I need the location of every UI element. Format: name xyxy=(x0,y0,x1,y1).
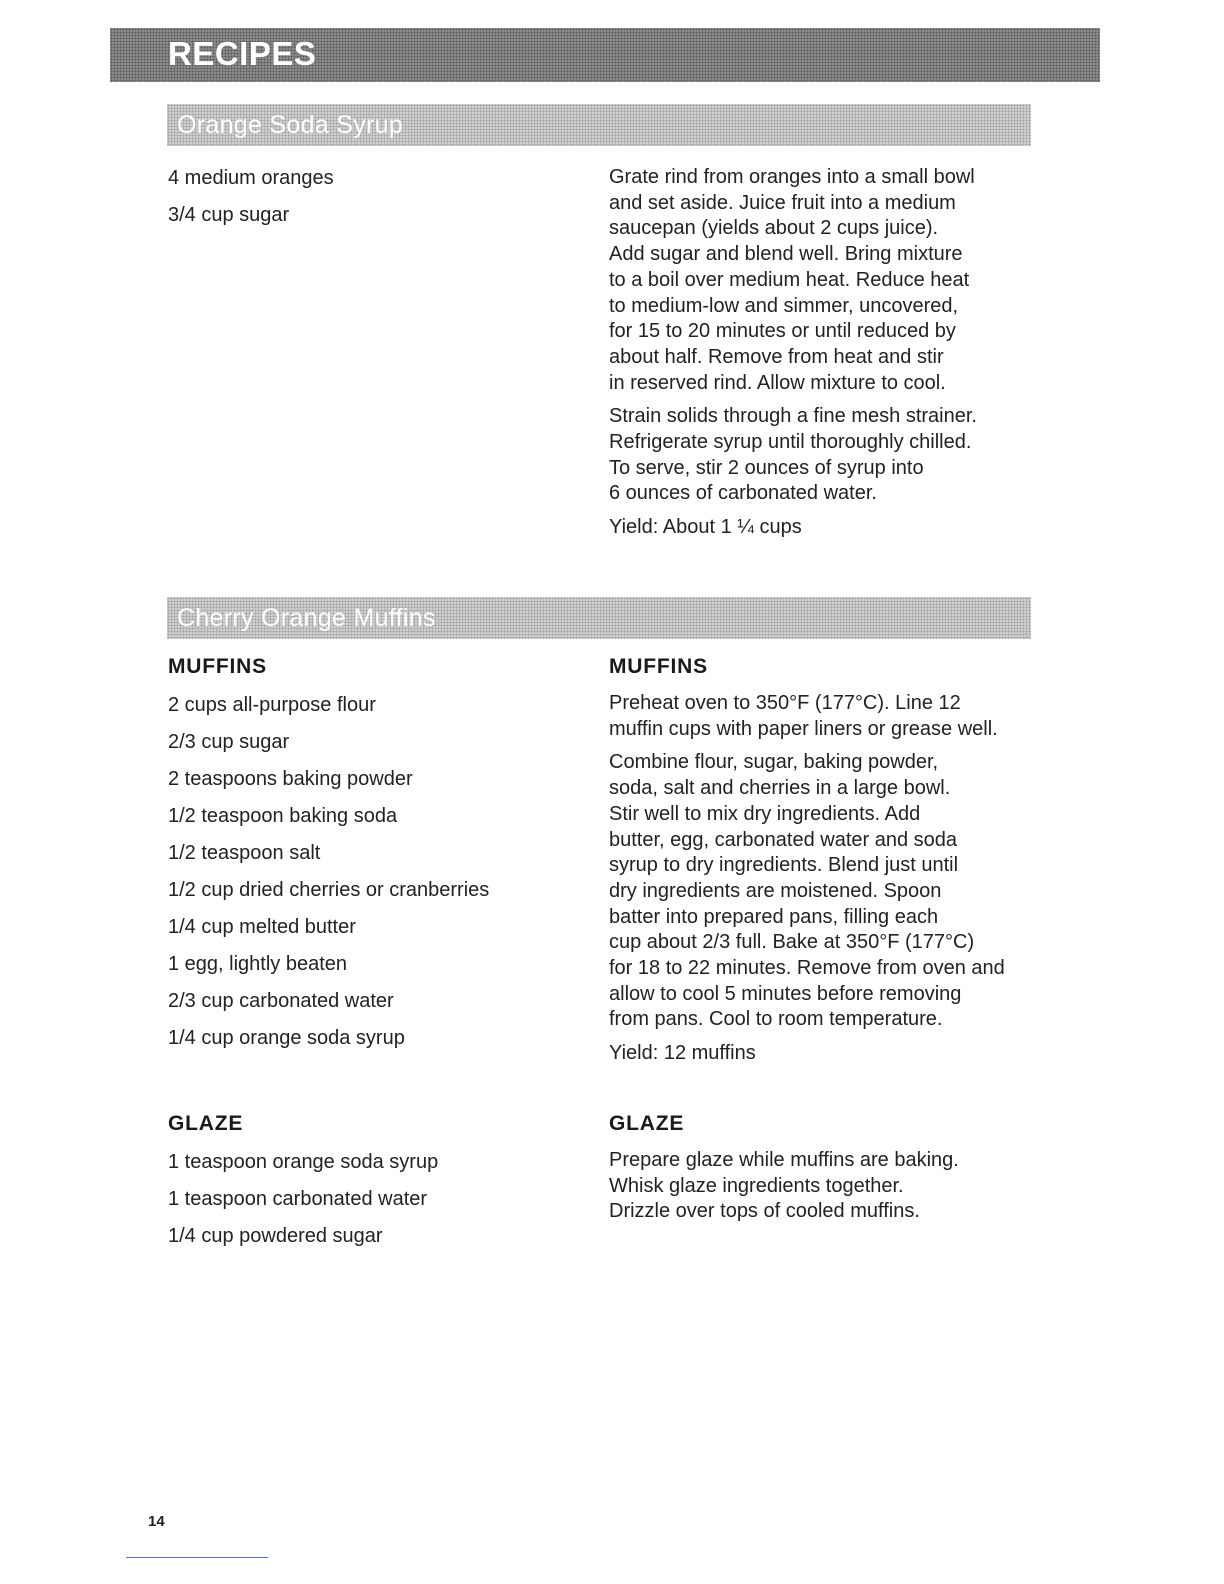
recipe-title-bar-cherry-orange-muffins xyxy=(167,597,1031,639)
recipe-title-bar-orange-soda-syrup xyxy=(167,104,1031,146)
page-title: RECIPES xyxy=(168,35,317,72)
ingredient-item: 2 cups all-purpose flour xyxy=(168,694,376,716)
ingredient-item: 1 teaspoon carbonated water xyxy=(168,1188,428,1210)
muffins-directions-heading: MUFFINS xyxy=(609,655,708,678)
ingredient-item: 1/2 teaspoon salt xyxy=(168,842,321,864)
ingredient-item: 2/3 cup sugar xyxy=(168,731,290,753)
yield-text: Yield: 12 muffins xyxy=(609,1042,756,1065)
page-number: 14 xyxy=(148,1513,165,1530)
ingredient-item: 4 medium oranges xyxy=(168,167,334,189)
yield-text: Yield: About 1 ¼ cups xyxy=(609,516,802,539)
ingredient-item: 1/2 cup dried cherries or cranberries xyxy=(168,879,490,901)
ingredient-item: 1/4 cup powdered sugar xyxy=(168,1225,383,1247)
muffin-ingredients xyxy=(168,655,568,1063)
direction-paragraph: Grate rind from oranges into a small bowl and set aside. Juice fruit into a medium saucepan (yields about 2 cups juice). Add sugar and blend well. Bring mixture to a boil over medium heat. Reduce heat to medium-low and simmer, uncovered, for 15 to 20 minutes or until reduced by about half. Remove from heat and stir in reserved rind. Allow mixture to cool. xyxy=(609,166,975,394)
ingredient-item: 1/2 teaspoon baking soda xyxy=(168,805,398,827)
ingredient-item: 2 teaspoons baking powder xyxy=(168,768,413,790)
recipe1-ingredients xyxy=(168,166,568,240)
direction-paragraph: Strain solids through a fine mesh strainer. Refrigerate syrup until thoroughly chilled. To serve, stir 2 ounces of syrup into 6 ounces of carbonated water. xyxy=(609,405,977,505)
ingredient-item: 1 egg, lightly beaten xyxy=(168,953,348,975)
glaze-directions xyxy=(609,1112,1039,1233)
ingredient-item: 3/4 cup sugar xyxy=(168,204,290,226)
muffin-directions xyxy=(609,655,1039,1075)
direction-paragraph: Preheat oven to 350°F (177°C). Line 12 muffin cups with paper liners or grease well. xyxy=(609,692,998,740)
direction-paragraph: Prepare glaze while muffins are baking. Whisk glaze ingredients together. Drizzle over tops of cooled muffins. xyxy=(609,1149,959,1223)
recipe-title: Cherry Orange Muffins xyxy=(177,604,436,632)
muffins-ingredients-heading: MUFFINS xyxy=(168,655,267,678)
glaze-directions-heading: GLAZE xyxy=(609,1112,685,1135)
ingredient-item: 1/4 cup melted butter xyxy=(168,916,356,938)
glaze-ingredients-heading: GLAZE xyxy=(168,1112,244,1135)
ingredient-item: 2/3 cup carbonated water xyxy=(168,990,394,1012)
recipe-title: Orange Soda Syrup xyxy=(177,111,404,139)
direction-paragraph: Combine flour, sugar, baking powder, soda, salt and cherries in a large bowl. Stir well to mix dry ingredients. Add butter, egg, carbonated water and soda syrup to dry ingredients. Blend just until dry ingredients are moistened. Spoon batter into prepared pans, filling each cup about 2/3 full. Bake at 350°F (177°C) for 18 to 22 minutes. Remove from oven and allow to cool 5 minutes before removing from pans. Cool to room temperature. xyxy=(609,751,1005,1031)
ingredient-item: 1/4 cup orange soda syrup xyxy=(168,1027,405,1049)
ingredient-item: 1 teaspoon orange soda syrup xyxy=(168,1151,439,1173)
footer-rule xyxy=(126,1557,268,1558)
recipe1-directions xyxy=(609,165,1039,549)
page-header-bar xyxy=(110,28,1100,82)
glaze-ingredients xyxy=(168,1112,568,1261)
